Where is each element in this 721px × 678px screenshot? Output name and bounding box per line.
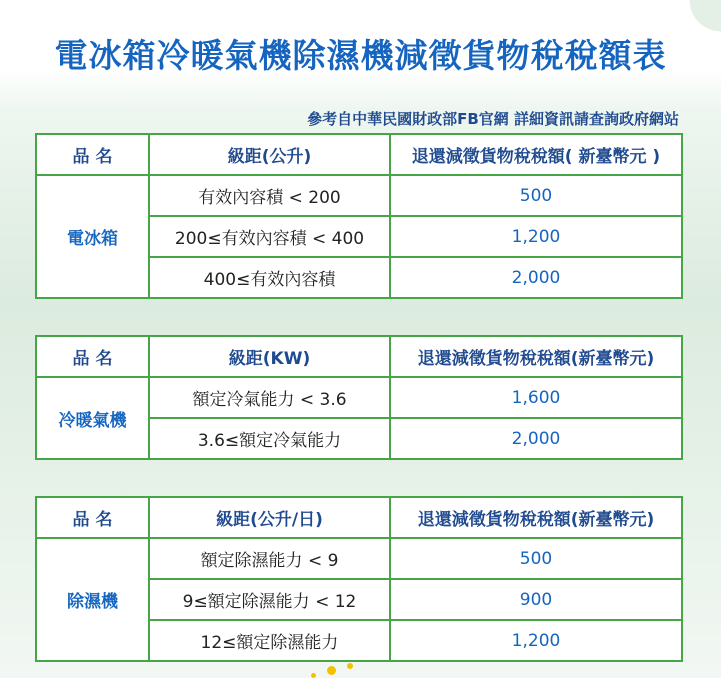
range-cell: 200≤有效內容積 < 400	[149, 216, 390, 257]
header-product: 品 名	[36, 336, 149, 377]
range-cell: 3.6≤額定冷氣能力	[149, 418, 390, 459]
range-cell: 400≤有效內容積	[149, 257, 390, 298]
table-row	[36, 175, 682, 216]
header-product: 品 名	[36, 134, 149, 175]
air-conditioner-tax-table	[35, 335, 683, 460]
product-name: 冷暖氣機	[36, 377, 149, 459]
table-row	[36, 538, 682, 579]
decorative-dot	[347, 663, 353, 669]
header-range: 級距(KW)	[149, 336, 390, 377]
product-name: 除濕機	[36, 538, 149, 661]
range-cell: 有效內容積 < 200	[149, 175, 390, 216]
amount-cell: 1,200	[390, 620, 682, 661]
amount-cell: 2,000	[390, 418, 682, 459]
amount-cell: 1,600	[390, 377, 682, 418]
table-header-row	[36, 336, 682, 377]
header-range: 級距(公升)	[149, 134, 390, 175]
range-cell: 額定冷氣能力 < 3.6	[149, 377, 390, 418]
header-range: 級距(公升/日)	[149, 497, 390, 538]
decorative-dot	[311, 673, 316, 678]
amount-cell: 900	[390, 579, 682, 620]
amount-cell: 500	[390, 538, 682, 579]
table-header-row	[36, 134, 682, 175]
header-product: 品 名	[36, 497, 149, 538]
refrigerator-tax-table	[35, 133, 683, 299]
amount-cell: 2,000	[390, 257, 682, 298]
header-amount: 退還減徵貨物稅稅額(新臺幣元)	[390, 497, 682, 538]
product-name: 電冰箱	[36, 175, 149, 298]
range-cell: 12≤額定除濕能力	[149, 620, 390, 661]
source-note: 參考自中華民國財政部FB官網 詳細資訊請查詢政府網站	[307, 110, 679, 128]
page-title: 電冰箱冷暖氣機除濕機減徵貨物稅稅額表	[54, 36, 667, 75]
amount-cell: 1,200	[390, 216, 682, 257]
amount-cell: 500	[390, 175, 682, 216]
decorative-dot	[327, 666, 336, 675]
table-header-row	[36, 497, 682, 538]
range-cell: 9≤額定除濕能力 < 12	[149, 579, 390, 620]
range-cell: 額定除濕能力 < 9	[149, 538, 390, 579]
dehumidifier-tax-table	[35, 496, 683, 662]
table-row	[36, 377, 682, 418]
header-amount: 退還減徵貨物稅稅額(新臺幣元)	[390, 336, 682, 377]
header-amount: 退還減徵貨物稅稅額( 新臺幣元 )	[390, 134, 682, 175]
